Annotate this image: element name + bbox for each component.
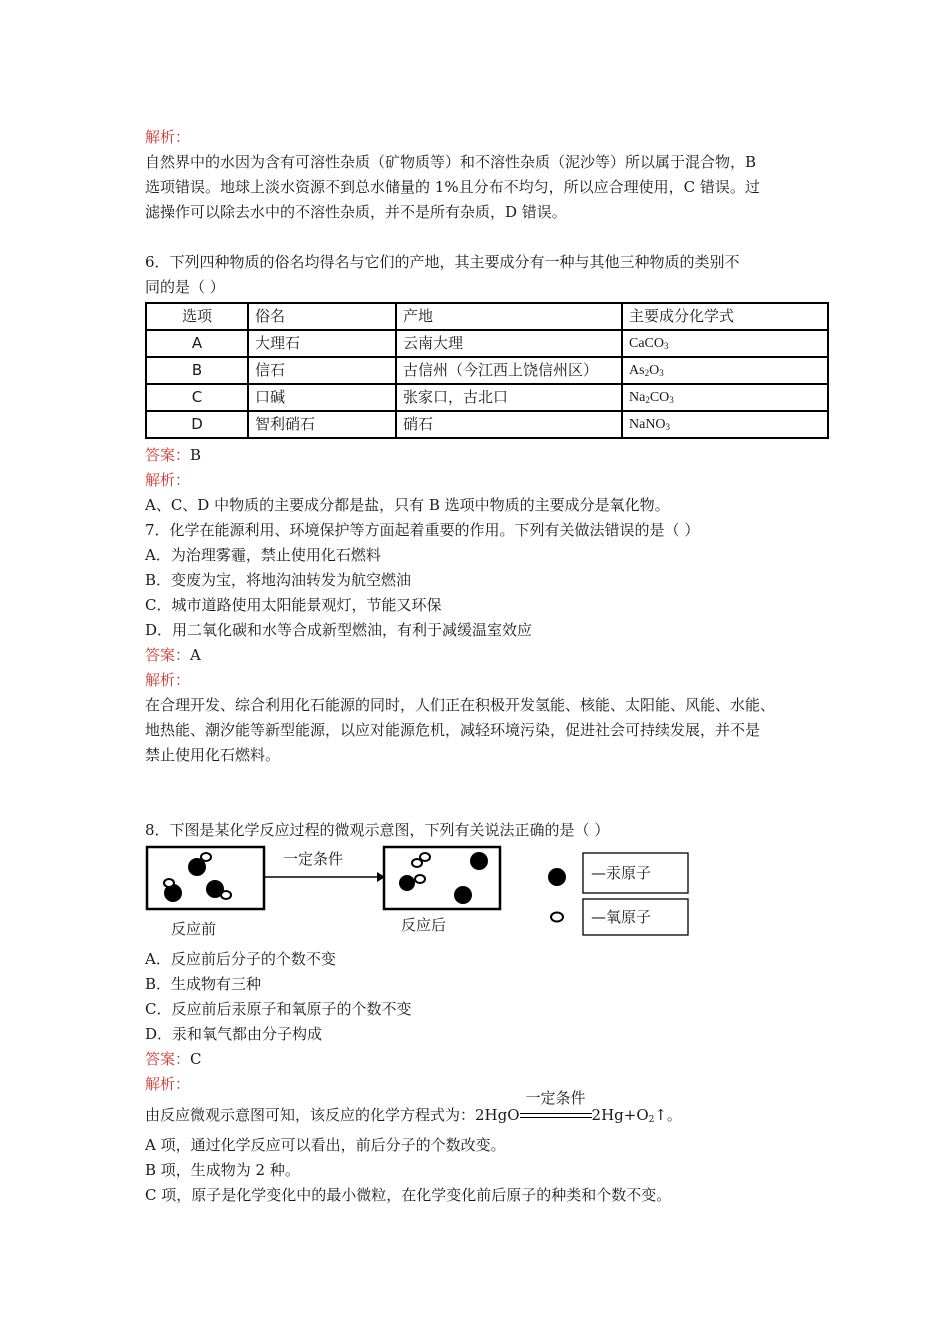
q8-analysis-line: A 项，通过化学反应可以看出，前后分子的个数改变。	[145, 1136, 506, 1154]
q5-analysis-line: 滤操作可以除去水中的不溶性杂质，并不是所有杂质，D 错误。	[145, 203, 567, 221]
before-label: 反应前	[171, 920, 217, 938]
legend-o-label: —氧原子	[591, 908, 652, 926]
q8-answer-label: 答案：	[145, 1050, 191, 1068]
formula-cell: NaNO$_3$	[622, 411, 828, 438]
q7-analysis-label: 解析：	[145, 671, 191, 689]
table-cell: D	[146, 411, 248, 438]
q6-analysis-line: A、C、D 中物质的主要成分都是盐，只有 B 选项中物质的主要成分是氧化物。	[145, 496, 670, 514]
table-row	[146, 330, 828, 357]
q7-answer: A	[190, 646, 201, 664]
q6-answer-label: 答案：	[145, 446, 191, 464]
legend-o-atom	[551, 913, 563, 922]
document-page	[145, 125, 810, 1208]
hgo-molecule	[206, 880, 231, 899]
after-label: 反应后	[401, 916, 447, 934]
chemical-equation	[145, 1089, 810, 1133]
q7-analysis-line: 禁止使用化石燃料。	[145, 746, 281, 764]
q8-option-b: B．生成物有三种	[145, 975, 262, 993]
hgo-molecule	[188, 853, 211, 876]
q7-option-d: D．用二氧化碳和水等合成新型燃油，有利于减缓温室效应	[145, 621, 533, 639]
table-row	[146, 384, 828, 411]
reaction-diagram	[145, 845, 810, 947]
q6-answer: B	[190, 446, 202, 464]
q7-option-b: B．变废为宝，将地沟油转发为航空燃油	[145, 571, 412, 589]
table-header-row	[146, 303, 828, 330]
q6-analysis-label: 解析：	[145, 471, 191, 489]
diagram-condition-label: 一定条件	[283, 850, 344, 868]
table-cell: 张家口，古北口	[396, 384, 622, 411]
formula-cell: $As_2O_3$	[622, 357, 828, 384]
q5-analysis-line: 自然界中的水因为含有可溶性杂质（矿物质等）和不溶性杂质（泥沙等）所以属于混合物，B	[145, 153, 757, 171]
formula-cell: CaCO$_3$	[622, 330, 828, 357]
table-cell: A	[146, 330, 248, 357]
formula-cell: $Na_2CO_3$	[622, 384, 828, 411]
table-header: 选项	[146, 303, 248, 330]
hgo-molecule	[164, 879, 182, 902]
table-header: 主要成分化学式	[622, 303, 828, 330]
q7-option-a: A．为治理雾霾，禁止使用化石燃料	[145, 546, 381, 564]
q8-analysis-label: 解析：	[145, 1075, 191, 1093]
q8-option-d: D．汞和氧气都由分子构成	[145, 1025, 323, 1043]
table-cell: 古信州（今江西上饶信州区）	[396, 357, 622, 384]
hg-atom	[454, 886, 472, 904]
q8-analysis-line: B 项，生成物为 2 种。	[145, 1161, 300, 1179]
q5-analysis-label: 解析：	[145, 128, 191, 146]
table-cell: 口碱	[248, 384, 396, 411]
q7-stem: 7．化学在能源利用、环境保护等方面起着重要的作用。下列有关做法错误的是（ ）	[145, 521, 700, 539]
table-cell: 硝石	[396, 411, 622, 438]
q8-option-a: A．反应前后分子的个数不变	[145, 950, 336, 968]
table-cell: C	[146, 384, 248, 411]
hg-atom-group	[399, 875, 425, 891]
q7-option-c: C．城市道路使用太阳能景观灯，节能又环保	[145, 596, 442, 614]
hg-atom	[470, 852, 488, 870]
q7-analysis-line: 在合理开发、综合利用化石能源的同时，人们正在积极开发氢能、核能、太阳能、风能、水能、	[145, 696, 776, 714]
equation-prefix: 由反应微观示意图可知，该反应的化学方程式为：2HgO	[145, 1106, 520, 1124]
table-cell: 云南大理	[396, 330, 622, 357]
legend-hg-label: —汞原子	[591, 864, 652, 882]
q7-answer-label: 答案：	[145, 646, 191, 664]
q5-analysis-line: 选项错误。地球上淡水资源不到总水储量的 1%且分布不均匀，所以应合理使用，C 错误。过	[145, 178, 760, 196]
table-row	[146, 357, 828, 384]
q6-table	[145, 302, 829, 439]
q8-answer: C	[190, 1050, 202, 1068]
q8-stem: 8．下图是某化学反应过程的微观示意图，下列有关说法正确的是（ ）	[145, 821, 610, 839]
equation-condition: 一定条件	[520, 1097, 592, 1133]
equation-products: $2Hg+O_2↑$。	[591, 1106, 682, 1125]
table-cell: 大理石	[248, 330, 396, 357]
q8-option-c: C．反应前后汞原子和氧原子的个数不变	[145, 1000, 412, 1018]
table-cell: B	[146, 357, 248, 384]
table-header: 俗名	[248, 303, 396, 330]
table-header: 产地	[396, 303, 622, 330]
q6-stem-line: 6．下列四种物质的俗名均得名与它们的产地，其主要成分有一种与其他三种物质的类别不	[145, 253, 740, 271]
table-cell: 信石	[248, 357, 396, 384]
table-cell: 智利硝石	[248, 411, 396, 438]
q8-analysis-line: C 项，原子是化学变化中的最小微粒，在化学变化前后原子的种类和个数不变。	[145, 1186, 672, 1204]
table-row	[146, 411, 828, 438]
legend-hg-atom	[548, 868, 566, 886]
q7-analysis-line: 地热能、潮汐能等新型能源，以应对能源危机，减轻环境污染，促进社会可持续发展，并不是	[145, 721, 761, 739]
o2-molecule	[412, 853, 430, 867]
q6-stem-line: 同的是（ ）	[145, 278, 225, 296]
